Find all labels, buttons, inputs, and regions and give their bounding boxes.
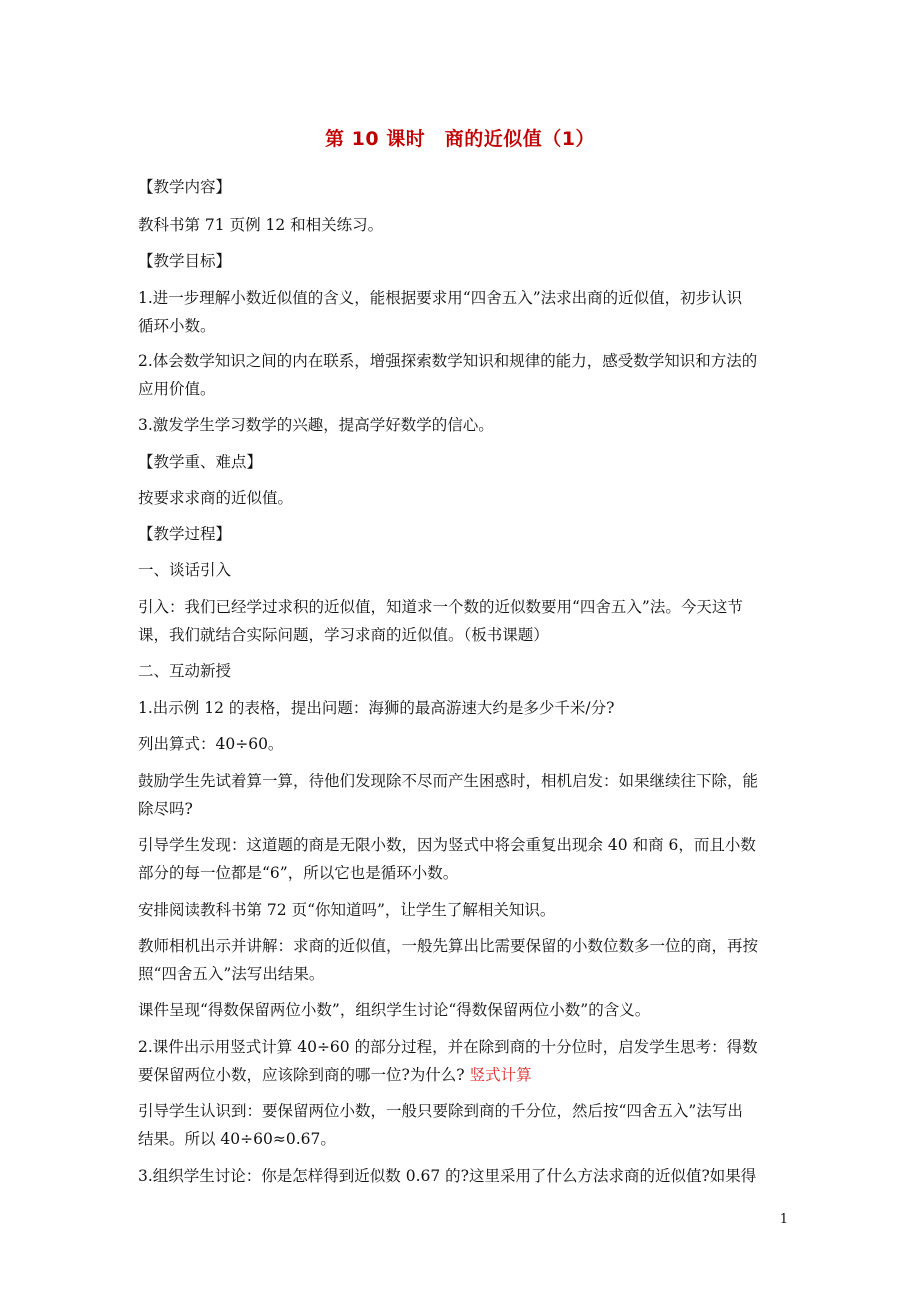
- paragraph-3-line-2: 除尽吗?: [138, 800, 193, 818]
- intro-line-1: 引入：我们已经学过求积的近似值，知道求一个数的近似数要用“四舍五入”法。今天这节: [138, 598, 743, 616]
- paragraph-2: 列出算式：40÷60。: [138, 735, 284, 753]
- vertical-calculation-link[interactable]: 竖式计算: [469, 1066, 532, 1084]
- page-number: 1: [779, 1212, 788, 1227]
- goal-1-line-1: 1.进一步理解小数近似值的含义，能根据要求用“四舍五入”法求出商的近似值，初步认识: [138, 289, 743, 307]
- paragraph-8-line-1: 2.课件出示用竖式计算 40÷60 的部分过程，并在除到商的十分位时，启发学生思考：得数: [138, 1038, 758, 1056]
- paragraph-8-line-2: [138, 1060, 783, 1090]
- section-1-heading: 一、谈话引入: [138, 561, 232, 579]
- section-2-heading: 二、互动新授: [138, 662, 232, 680]
- paragraph-9-line-2: 结果。所以 40÷60≈0.67。: [138, 1130, 336, 1148]
- page-title: 第 10 课时 商的近似值（1）: [325, 128, 595, 150]
- paragraph-8-text: 要保留两位小数，应该除到商的哪一位?为什么?: [138, 1066, 465, 1084]
- heading-teaching-goals: 【教学目标】: [138, 252, 232, 270]
- paragraph-4-line-1: 引导学生发现：这道题的商是无限小数，因为竖式中将会重复出现余 40 和商 6，而且小数: [138, 836, 756, 854]
- paragraph-1: 1.出示例 12 的表格，提出问题：海狮的最高游速大约是多少千米/分?: [138, 699, 615, 717]
- paragraph-6-line-2: 照“四舍五入”法写出结果。: [138, 965, 325, 983]
- goal-1-line-2: 循环小数。: [138, 317, 216, 335]
- paragraph-4-line-2: 部分的每一位都是“6”，所以它也是循环小数。: [138, 864, 459, 882]
- goal-3: 3.激发学生学习数学的兴趣，提高学好数学的信心。: [138, 416, 494, 434]
- paragraph-9-line-1: 引导学生认识到：要保留两位小数，一般只要除到商的千分位，然后按“四舍五入”法写出: [138, 1102, 743, 1120]
- goal-2-line-1: 2.体会数学知识之间的内在联系，增强探索数学知识和规律的能力，感受数学知识和方法的: [138, 352, 758, 370]
- paragraph-7: 课件呈现“得数保留两位小数”，组织学生讨论“得数保留两位小数”的含义。: [138, 1001, 651, 1019]
- paragraph-3-line-1: 鼓励学生先试着算一算，待他们发现除不尽而产生困惑时，相机启发：如果继续往下除，能: [138, 772, 759, 790]
- heading-teaching-process: 【教学过程】: [138, 525, 232, 543]
- paragraph-6-line-1: 教师相机出示并讲解：求商的近似值，一般先算出比需要保留的小数位数多一位的商，再按: [138, 937, 759, 955]
- paragraph-10: 3.组织学生讨论：你是怎样得到近似数 0.67 的?这里采用了什么方法求商的近似值?如果得: [138, 1167, 757, 1185]
- heading-teaching-content: 【教学内容】: [138, 178, 232, 196]
- paragraph-key-points: 按要求求商的近似值。: [138, 489, 294, 507]
- paragraph-content: 教科书第 71 页例 12 和相关练习。: [138, 216, 384, 234]
- heading-key-points: 【教学重、难点】: [138, 453, 263, 471]
- paragraph-5: 安排阅读教科书第 72 页“你知道吗”，让学生了解相关知识。: [138, 901, 556, 919]
- goal-2-line-2: 应用价值。: [138, 380, 216, 398]
- intro-line-2: 课，我们就结合实际问题，学习求商的近似值。（板书课题）: [138, 626, 549, 644]
